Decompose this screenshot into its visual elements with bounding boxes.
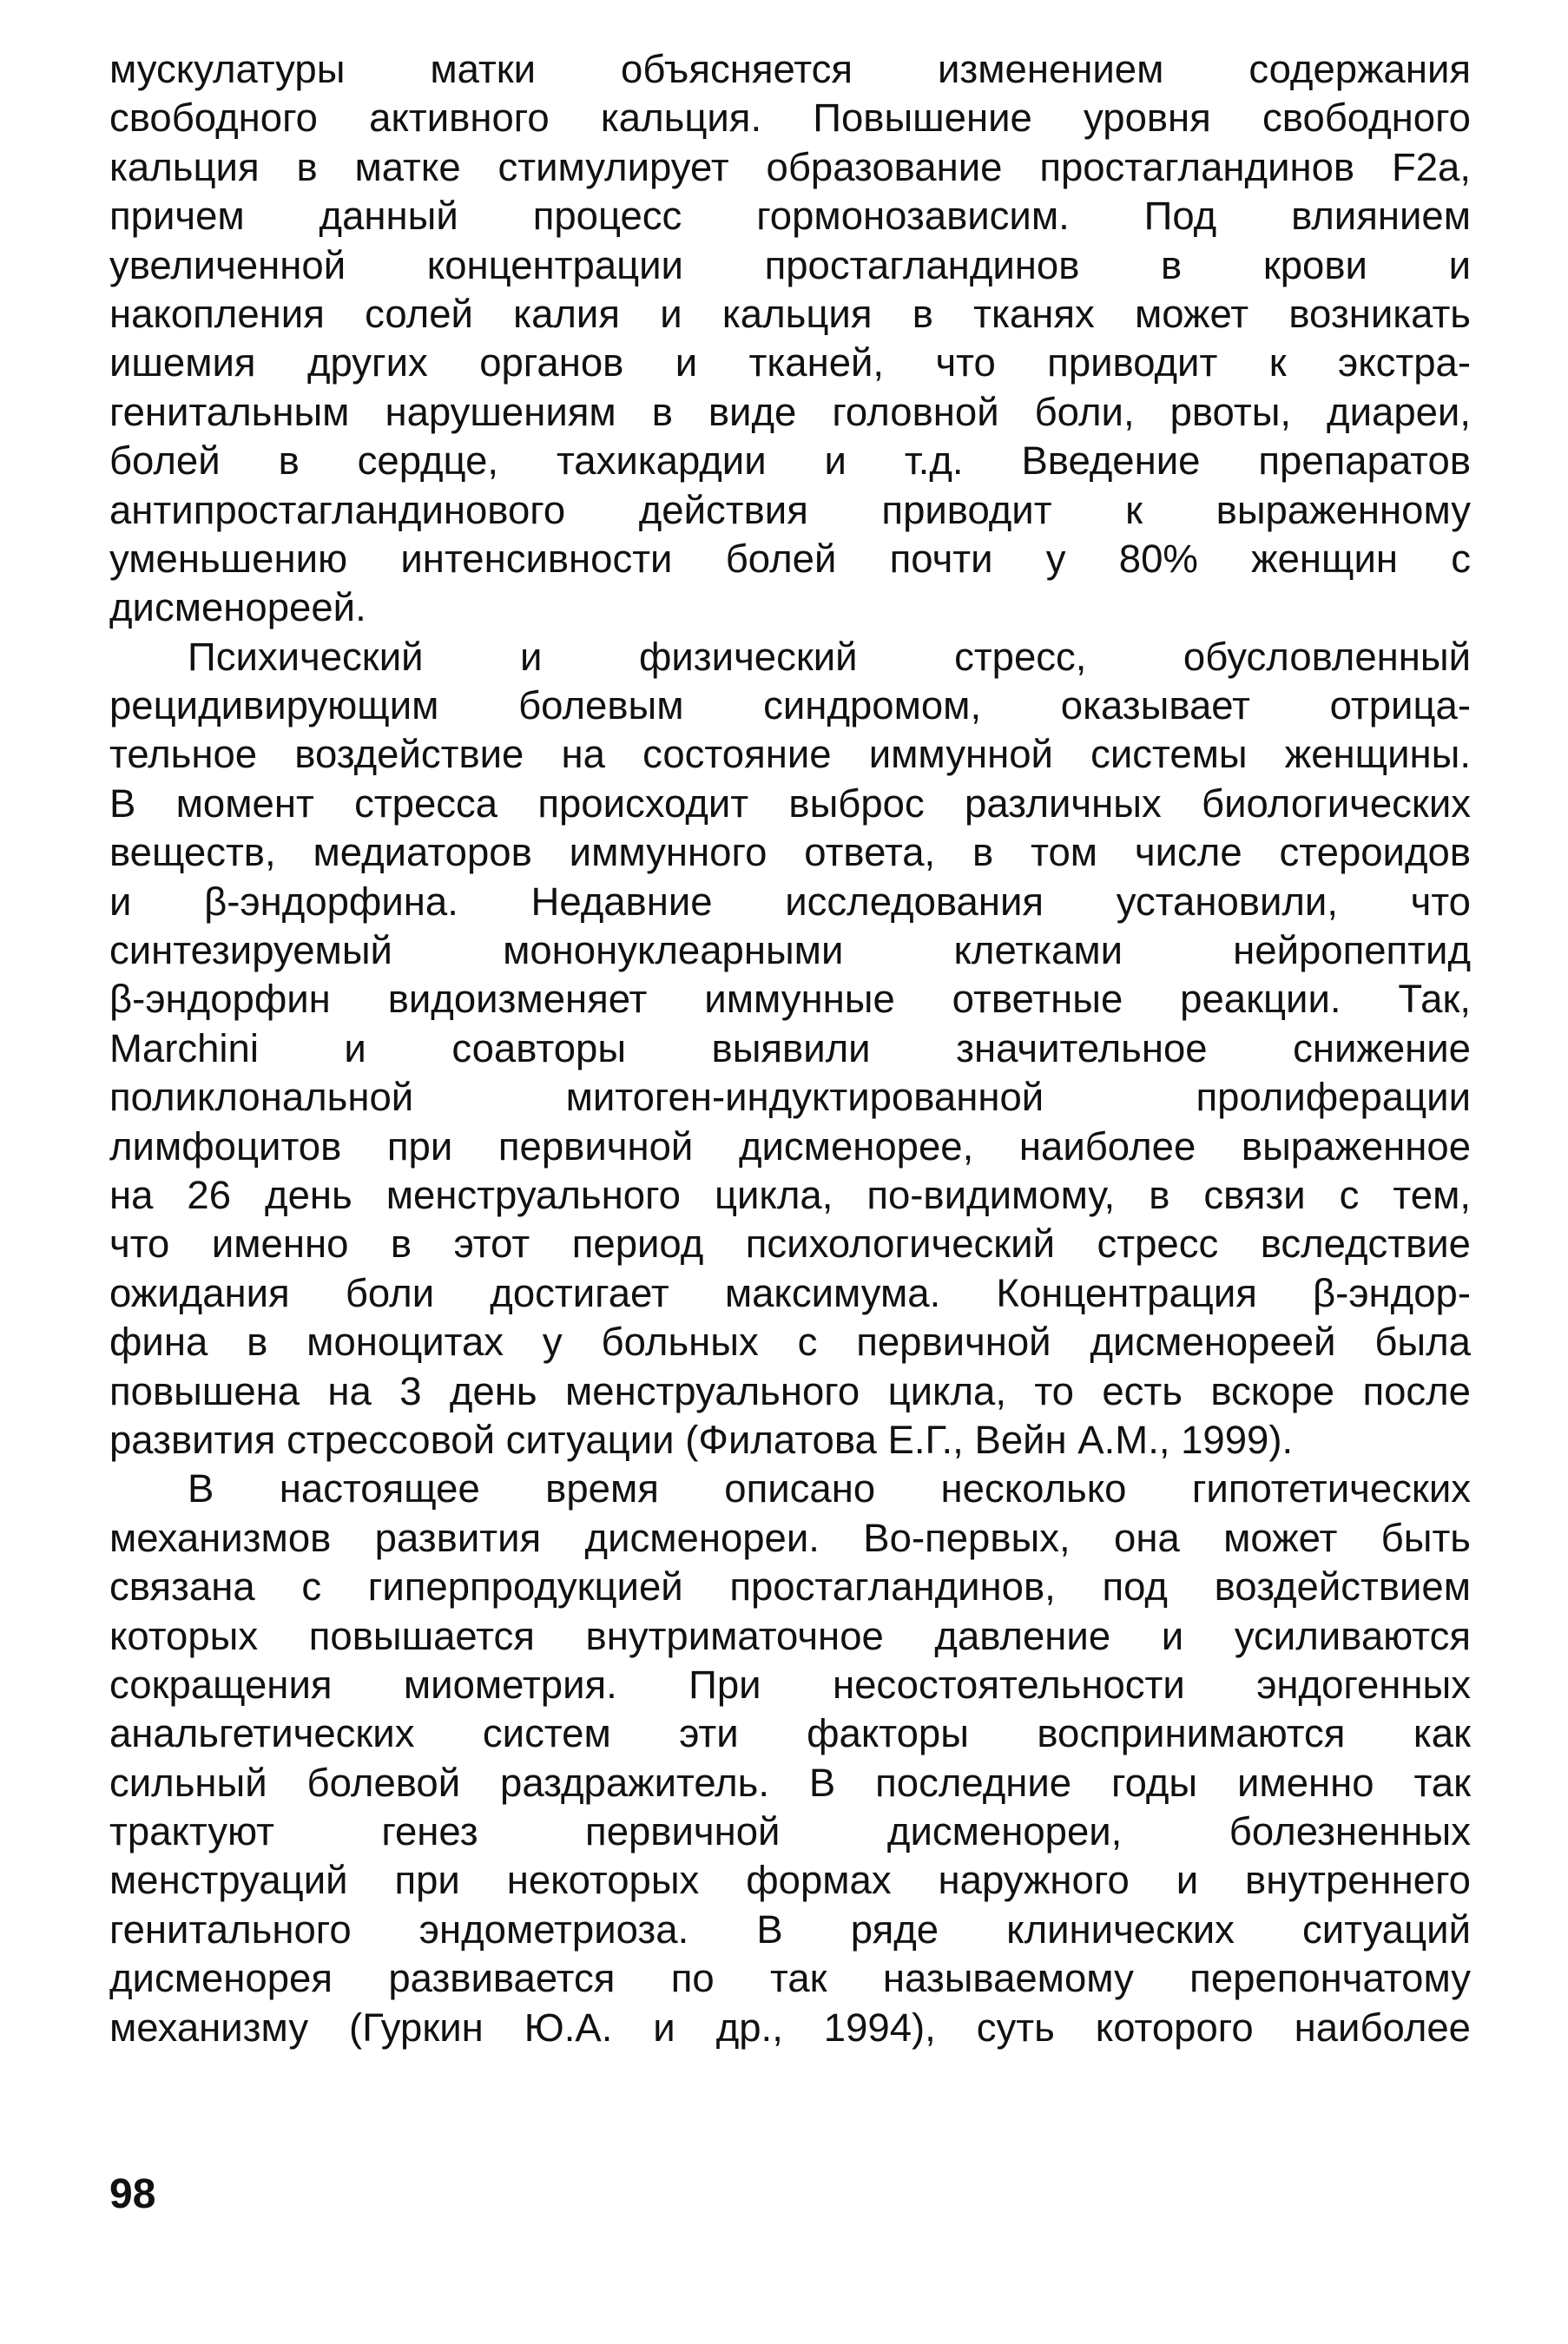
text-line: тельное воздействие на состояние иммунной системы женщины. xyxy=(109,732,1471,777)
text-line: Marchini и соавторы выявили значительное снижение xyxy=(109,1025,1471,1070)
text-line: развития стрессовой ситуации (Филатова Е.Г., Вейн А.М., 1999). xyxy=(109,1417,1294,1462)
text-line: накопления солей калия и кальция в тканях может возникать xyxy=(109,291,1471,336)
text-line: связана с гиперпродукцией простагландинов, под воздействием xyxy=(109,1564,1471,1610)
text-line: мускулатуры матки объясняется изменением содержания xyxy=(109,47,1471,91)
text-line: повышена на 3 день менструального цикла, то есть вскоре после xyxy=(109,1368,1471,1413)
text-line: В момент стресса происходит выброс различных биологических xyxy=(109,780,1471,826)
text-line: причем данный процесс гормонозависим. Под влиянием xyxy=(109,194,1471,239)
text-line: и β-эндорфина. Недавние исследования установили, что xyxy=(109,879,1471,924)
text-line: ожидания боли достигает максимума. Концентрация β-эндор- xyxy=(109,1270,1471,1315)
text-line: β-эндорфин видоизменяет иммунные ответные реакции. Так, xyxy=(109,977,1471,1022)
text-line: менструаций при некоторых формах наружного и внутреннего xyxy=(109,1858,1471,1903)
text-line: сильный болевой раздражитель. В последние годы именно так xyxy=(109,1760,1471,1805)
text-line: механизмов развития дисменореи. Во-первых, она может быть xyxy=(109,1515,1471,1560)
text-line: механизму (Гуркин Ю.А. и др., 1994), суть которого наиболее xyxy=(109,2005,1471,2050)
text-line: лимфоцитов при первичной дисменорее, наиболее выраженное xyxy=(109,1123,1471,1169)
text-line: кальция в матке стимулирует образование простагландинов F2a, xyxy=(109,144,1471,189)
text-line: Психический и физический стресс, обусловленный xyxy=(188,634,1471,679)
text-line: сокращения миометрия. При несостоятельности эндогенных xyxy=(109,1662,1471,1707)
text-line: трактуют генез первичной дисменореи, болезненных xyxy=(109,1809,1471,1854)
text-line: В настоящее время описано несколько гипотетических xyxy=(188,1466,1471,1511)
body-text xyxy=(109,45,1471,2052)
text-line: поликлональной митоген-индуктированной пролиферации xyxy=(109,1075,1471,1120)
text-line: уменьшению интенсивности болей почти у 80% женщин с xyxy=(109,536,1471,581)
text-line: которых повышается внутриматочное давление и усиливаются xyxy=(109,1613,1471,1658)
text-line: свободного активного кальция. Повышение уровня свободного xyxy=(109,95,1471,141)
text-line: рецидивирующим болевым синдромом, оказывает отрица- xyxy=(109,683,1471,728)
text-line: анальгетических систем эти факторы воспринимаются как xyxy=(109,1711,1471,1756)
text-line: дисменореей. xyxy=(109,585,366,630)
text-line: ишемия других органов и тканей, что приводит к экстра- xyxy=(109,340,1471,385)
text-line: синтезируемый мононуклеарными клетками нейропептид xyxy=(109,928,1471,973)
page-number: 98 xyxy=(109,2171,156,2217)
text-line: антипростагландинового действия приводит к выраженному xyxy=(109,487,1471,532)
text-line: генитального эндометриоза. В ряде клинических ситуаций xyxy=(109,1906,1471,1952)
text-line: что именно в этот период психологический стресс вследствие xyxy=(109,1221,1471,1267)
text-line: на 26 день менструального цикла, по-видимому, в связи с тем, xyxy=(109,1172,1471,1217)
text-line: веществ, медиаторов иммунного ответа, в том числе стероидов xyxy=(109,830,1471,875)
text-line: генитальным нарушениям в виде головной боли, рвоты, диареи, xyxy=(109,389,1471,434)
text-line: болей в сердце, тахикардии и т.д. Введение препаратов xyxy=(109,438,1471,484)
text-line: увеличенной концентрации простагландинов в крови и xyxy=(109,242,1471,287)
text-line: фина в моноцитах у больных с первичной дисменореей была xyxy=(109,1320,1471,1365)
text-line: дисменорея развивается по так называемому перепончатому xyxy=(109,1956,1471,2001)
